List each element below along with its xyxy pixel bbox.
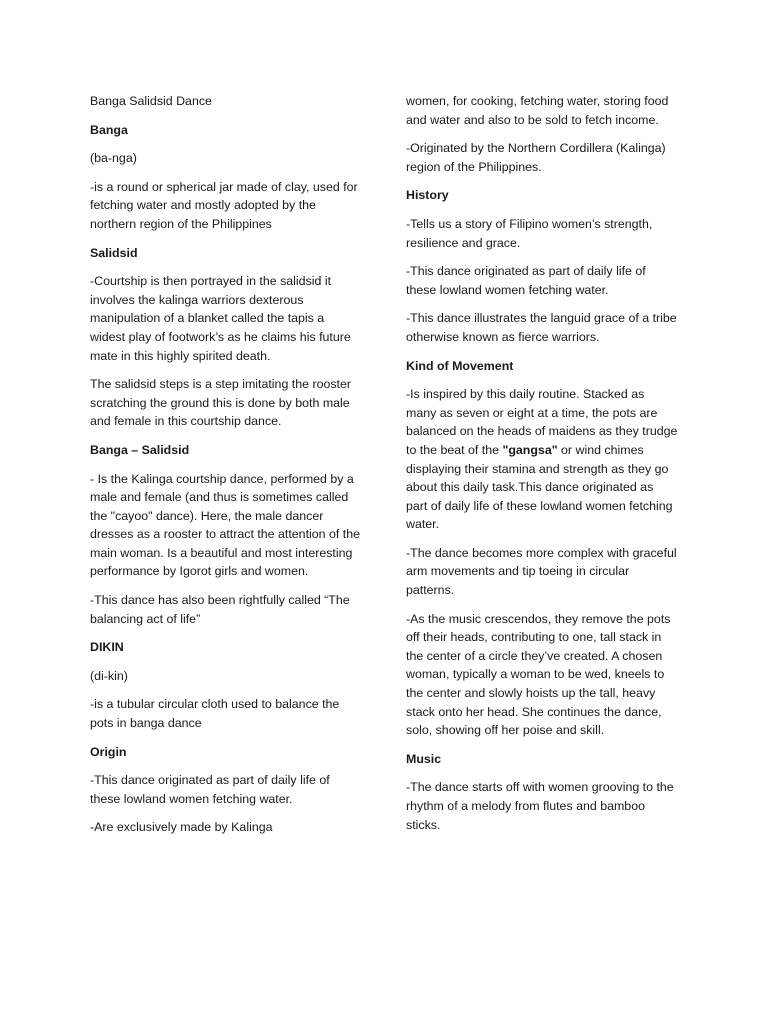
left-column	[90, 92, 362, 847]
pronunciation-dikin: (di-kin)	[90, 668, 128, 683]
paragraph-balancing-act: -This dance has also been rightfully called “The balancing act of life”	[90, 593, 350, 626]
movement-text-before: -Is inspired by this daily routine. Stacked as many as seven or eight at a time, the pots are balanced on the heads of maidens as they trudge to the beat of the	[406, 387, 678, 457]
paragraph-movement-routine	[406, 385, 678, 534]
paragraph-salidsid-courtship: -Courtship is then portrayed in the salidsid it involves the kalinga warriors dexterous manipulation of a blanket called the tapis a widest play of footwork’s as he claims his future mate in this highly spirited death.	[90, 274, 351, 363]
heading-kind-of-movement: Kind of Movement	[406, 358, 514, 373]
paragraph-music-melody: -The dance starts off with women grooving to the rhythm of a melody from flutes and bamboo sticks.	[406, 780, 674, 832]
right-column	[406, 92, 678, 844]
heading-banga-salidsid: Banga – Salidsid	[90, 442, 190, 457]
heading-dikin: DIKIN	[90, 640, 124, 655]
heading-origin: Origin	[90, 744, 127, 759]
document-title: Banga Salidsid Dance	[90, 94, 212, 108]
paragraph-movement-crescendo: -As the music crescendos, they remove the pots off their heads, contributing to one, tall stack in the center of a circle they’ve created. A chosen woman, typically a woman to be wed, kneels to the center and slowly hoists up the tall, heavy stack onto her head. She continues the dance, solo, showing off her poise and skill.	[406, 611, 671, 738]
paragraph-origin-continued: women, for cooking, fetching water, storing food and water and also to be sold to fetch income.	[406, 94, 669, 127]
paragraph-banga-salidsid: - Is the Kalinga courtship dance, performed by a male and female (and thus is sometimes called the "cayoo" dance). Here, the male dancer dresses as a rooster to attract the attention of the main woman. Is a beautiful and most interesting performance by Igorot girls and women.	[90, 471, 360, 579]
paragraph-history-languid-grace: -This dance illustrates the languid grace of a tribe otherwise known as fierce warriors.	[406, 311, 677, 344]
heading-history: History	[406, 188, 449, 203]
paragraph-history-daily-life: -This dance originated as part of daily life of these lowland women fetching water.	[406, 264, 646, 297]
paragraph-movement-complex: -The dance becomes more complex with graceful arm movements and tip toeing in circular patterns.	[406, 545, 677, 598]
paragraph-banga-definition: -is a round or spherical jar made of clay, used for fetching water and mostly adopted by the northern region of the Philippines	[90, 179, 358, 231]
paragraph-origin-cordillera: -Originated by the Northern Cordillera (Kalinga) region of the Philippines.	[406, 141, 666, 174]
heading-banga: Banga	[90, 122, 128, 137]
paragraph-origin-kalinga: -Are exclusively made by Kalinga	[90, 820, 273, 835]
paragraph-salidsid-steps: The salidsid steps is a step imitating the rooster scratching the ground this is done by both male and female in this courtship dance.	[90, 377, 352, 429]
paragraph-history-strength: -Tells us a story of Filipino women’s strength, resilience and grace.	[406, 216, 653, 250]
paragraph-origin-daily-life: -This dance originated as part of daily life of these lowland women fetching water.	[90, 773, 330, 806]
movement-text-after: or wind chimes displaying their stamina and strength as they go about this daily task.This dance originated as part of daily life of these lowland women fetching water.	[406, 442, 673, 532]
heading-music: Music	[406, 751, 442, 766]
heading-salidsid: Salidsid	[90, 245, 138, 260]
movement-gangsa-term: "gangsa"	[502, 442, 558, 457]
pronunciation-banga: (ba-nga)	[90, 151, 137, 166]
paragraph-dikin-definition: -is a tubular circular cloth used to balance the pots in banga dance	[90, 697, 340, 731]
